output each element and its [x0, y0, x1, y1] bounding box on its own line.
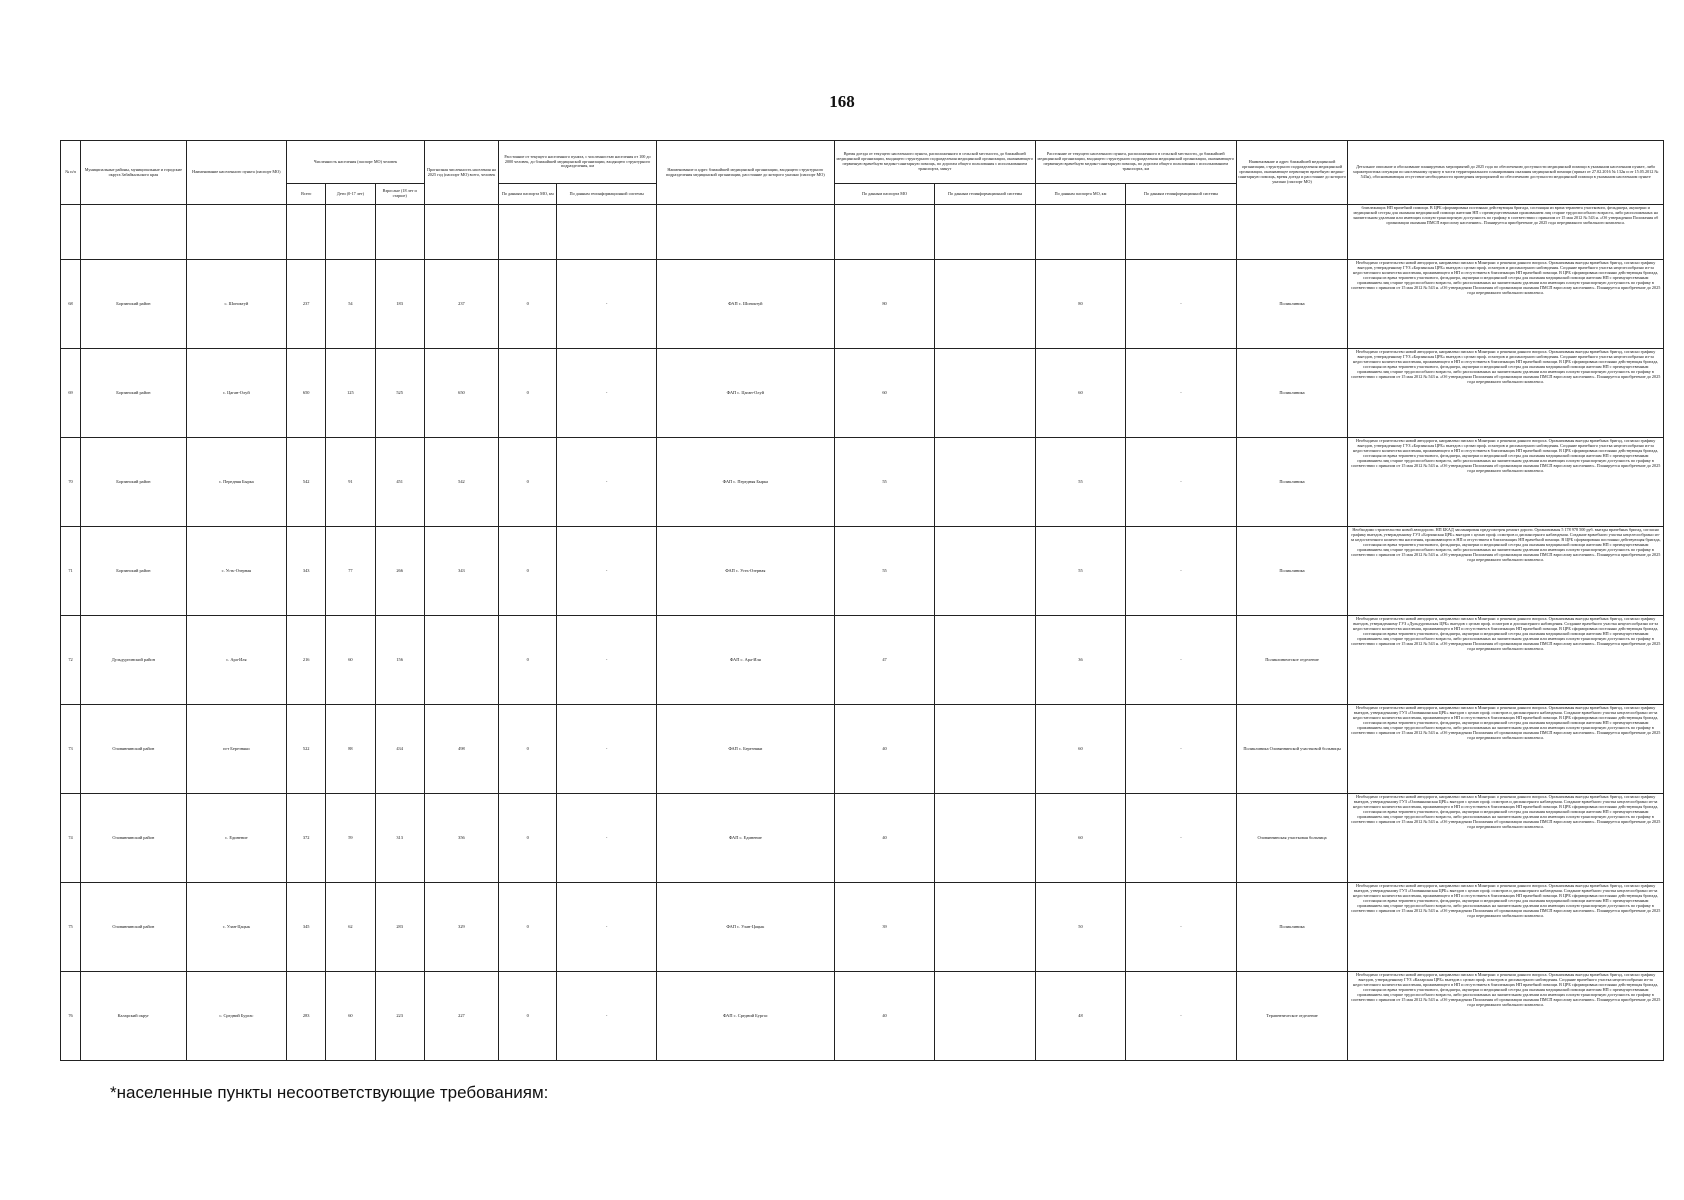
cell-nearest-org: ФАП с. Усть-Озерная [656, 527, 834, 616]
cell-forecast: 356 [424, 794, 498, 883]
header-pop-total: Всего [287, 184, 326, 205]
table-row [61, 794, 1664, 883]
cell-pop-children: 125 [326, 349, 375, 438]
cell-dist-gis: - [557, 972, 656, 1061]
table-row [61, 705, 1664, 794]
cell-empty [557, 205, 656, 260]
cell-empty [326, 205, 375, 260]
cell-time-passport: 40 [834, 972, 935, 1061]
cell-pop-adults: 183 [375, 260, 424, 349]
cell-dist2-passport: 60 [1035, 705, 1125, 794]
cell-pop-children: 88 [326, 705, 375, 794]
header-time-group: Время доезда от текущего населенного пункта, расположенного в сельской местности, до ближайшей медицинской организации, входящего структурного подразделения медицинской организации, оказывающего первичную врачебную медико-санитарную помощь, по дорогам общего пользования с использованием транспорта, минут [834, 141, 1035, 184]
cell-district: Дульдургинский район [81, 616, 187, 705]
table-row [61, 349, 1664, 438]
cell-nearest-org2: Поликлиническое отделение [1236, 616, 1348, 705]
cell-district: Борзинский район [81, 260, 187, 349]
cell-nearest-org2: Оловяннинская участковая больница [1236, 794, 1348, 883]
cell-num: 73 [61, 705, 81, 794]
cell-dist-passport: 0 [499, 972, 557, 1061]
cell-empty [287, 205, 326, 260]
cell-dist2-gis: - [1126, 705, 1237, 794]
cell-dist-gis: - [557, 794, 656, 883]
cell-dist2-gis: - [1126, 527, 1237, 616]
cell-dist2-passport: 60 [1035, 794, 1125, 883]
cell-forecast: 542 [424, 438, 498, 527]
header-nearest-org2: Наименование и адрес ближайшей медицинской организации, структурного подразделения медицинской организации, оказывающее первичную врачебную медико-санитарную помощь, время доезда и расстояние до которого указано (паспорт МО) [1236, 141, 1348, 205]
cell-settlement: с. Цаган-Олуй [186, 349, 287, 438]
cell-nearest-org: ФАП с. Цаган-Олуй [656, 349, 834, 438]
cell-empty [499, 205, 557, 260]
cell-settlement: с. Единение [186, 794, 287, 883]
cell-pop-children: 62 [326, 883, 375, 972]
cell-num: 68 [61, 260, 81, 349]
cell-dist-passport: 0 [499, 705, 557, 794]
table-body [61, 205, 1664, 1061]
cell-dist-gis: - [557, 349, 656, 438]
header-dist-gis: По данным геоинформационной системы [557, 184, 656, 205]
cell-empty [1236, 205, 1348, 260]
cell-pop-total: 283 [287, 972, 326, 1061]
cell-district: Борзинский район [81, 438, 187, 527]
cell-nearest-org: ФАП с. Передняя Бырка [656, 438, 834, 527]
cell-time-gis [935, 883, 1036, 972]
header-distance-group: Расстояние от текущего населенного пункта, с численностью населения от 100 до 2000 человек, до ближайшей медицинской организации, входящего структурного подразделения, км [499, 141, 657, 184]
cell-pop-children: 59 [326, 794, 375, 883]
cell-pop-adults: 156 [375, 616, 424, 705]
header-district: Муниципальные районы, муниципальные и городские округа Забайкальского края [81, 141, 187, 205]
cell-time-gis [935, 705, 1036, 794]
cell-pop-total: 343 [287, 527, 326, 616]
cell-num: 69 [61, 349, 81, 438]
cell-num: 74 [61, 794, 81, 883]
cell-empty [935, 205, 1036, 260]
cell-nearest-org: ФАП с. Единение [656, 794, 834, 883]
cell-district: Борзинский район [81, 349, 187, 438]
header-nearest-org: Наименование и адрес ближайшей медицинской организации, входящего структурного подразделения медицинской организации, расстояние до которого указано (паспорт МО) [656, 141, 834, 205]
cell-pop-total: 522 [287, 705, 326, 794]
cell-dist2-passport: 60 [1035, 349, 1125, 438]
cell-description: Необходимо строительство новой автодороги, направлено письмо в Минтранс о решении данного вопроса. Организованы выезды врачебных бригад, согласно графику выездов, утвержденному ГУЗ «Борзинская ЦРБ» выездов с целью проф. осмотров и диспансерного наблюдения. Создание врачебного участка нецелесообразно из-за недостаточного количества населения, проживающего в НП и отсутствием в близлежащих НП врачебной помощи. В ЦРБ сформирована постоянно действующая бригада, состоящая из врача терапевта участкового, фельдшера, акушерки и медицинской сестры для оказания медицинской помощи жителям НП с преимущественным проживанием лиц старше трудоспособного возраста, либо расположенных на значительном удалении или имеющих плохую транспортную доступность по графику в соответствии с приказом от 15 мая 2012 № 543 н. «Об утверждении Положения об организации оказания ПМСП взрослому населению». Планируется приобретение до 2025 года передвижного мобильного комплекса. [1348, 260, 1664, 349]
cell-settlement: с. Средний Бургас [186, 972, 287, 1061]
table-row-continuation [61, 205, 1664, 260]
cell-pop-total: 372 [287, 794, 326, 883]
cell-settlement: с. Передняя Бырка [186, 438, 287, 527]
cell-dist-passport: 0 [499, 438, 557, 527]
cell-time-gis [935, 794, 1036, 883]
header-forecast: Прогнозная численность населения на 2025 год (паспорт МО) всего, человек [424, 141, 498, 205]
cell-district: Борзинский район [81, 527, 187, 616]
data-table-container [60, 140, 1664, 1061]
cell-time-passport: 40 [834, 705, 935, 794]
cell-time-passport: 39 [834, 883, 935, 972]
cell-description: Необходимо строительство новой автодороги, направлено письмо в Минтранс о решении данного вопроса. Организованы выезды врачебных бригад, согласно графику выездов, утвержденному ГУЗ «Дульдургинская ЦРБ» выездов с целью проф. осмотров и диспансерного наблюдения. Создание врачебного участка нецелесообразно из-за недостаточного количества населения, проживающего в НП и отсутствием в близлежащих НП врачебной помощи. В ЦРБ сформирована постоянно действующая бригада, состоящая из врача терапевта участкового, фельдшера, акушерки и медицинской сестры для оказания медицинской помощи жителям НП с преимущественным проживанием лиц старше трудоспособного возраста, либо расположенных на значительном удалении или имеющих плохую транспортную доступность по графику в соответствии с приказом от 15 мая 2012 № 543 н. «Об утверждении Положения об организации оказания ПМСП взрослому населению». Планируется приобретение до 2025 года передвижного мобильного комплекса. [1348, 616, 1664, 705]
cell-pop-children: 60 [326, 616, 375, 705]
cell-dist-gis: - [557, 527, 656, 616]
cell-district: Оловяннинский район [81, 794, 187, 883]
cell-dist2-passport: 80 [1035, 260, 1125, 349]
cell-description: Необходимо строительство новой автодороги, направлено письмо в Минтранс о решении данного вопроса. Организованы выезды врачебных бригад, согласно графику выездов, утвержденному ГУЗ «Оловяннинская ЦРБ» выездов с целью проф. осмотров и диспансерного наблюдения. Создание врачебного участка нецелесообразно из-за недостаточного количества населения, проживающего в НП и отсутствием в близлежащих НП врачебной помощи. В ЦРБ сформирована постоянно действующая бригада, состоящая из врача терапевта участкового, фельдшера, акушерки и медицинской сестры для оказания медицинской помощи жителям НП с преимущественным проживанием лиц старше трудоспособного возраста, либо расположенных на значительном удалении или имеющих плохую транспортную доступность по графику в соответствии с приказом от 15 мая 2012 № 543 н. «Об утверждении Положения об организации оказания ПМСП взрослому населению». Планируется приобретение до 2025 года передвижного мобильного комплекса. [1348, 883, 1664, 972]
cell-dist-passport: 0 [499, 616, 557, 705]
cell-empty [81, 205, 187, 260]
cell-pop-total: 237 [287, 260, 326, 349]
cell-time-gis [935, 438, 1036, 527]
cell-num: 75 [61, 883, 81, 972]
cell-dist2-passport: 36 [1035, 616, 1125, 705]
cell-description: Необходимо строительство новой автодороги, направлено письмо в Минтранс о решении данного вопроса. Организованы выезды врачебных бригад, согласно графику выездов, утвержденному ГУЗ «Оловяннинская ЦРБ» выездов с целью проф. осмотров и диспансерного наблюдения. Создание врачебного участка нецелесообразно из-за недостаточного количества населения, проживающего в НП и отсутствием в близлежащих НП врачебной помощи. В ЦРБ сформирована постоянно действующая бригада, состоящая из врача терапевта участкового, фельдшера, акушерки и медицинской сестры для оказания медицинской помощи жителям НП с преимущественным проживанием лиц старше трудоспособного возраста, либо расположенных на значительном удалении или имеющих плохую транспортную доступность по графику в соответствии с приказом от 15 мая 2012 № 543 н. «Об утверждении Положения об организации оказания ПМСП взрослому населению». Планируется приобретение до 2025 года передвижного мобильного комплекса. [1348, 794, 1664, 883]
cell-forecast: 329 [424, 883, 498, 972]
cell-num: 70 [61, 438, 81, 527]
cell-dist-gis: - [557, 438, 656, 527]
header-dist2-passport: По данным паспорта МО, км [1035, 184, 1125, 205]
cell-empty [834, 205, 935, 260]
cell-time-gis [935, 972, 1036, 1061]
cell-settlement: пгт Березняки [186, 705, 287, 794]
header-pop-adults: Взрослые (18 лет и старше) [375, 184, 424, 205]
cell-empty [186, 205, 287, 260]
header-dist-passport: По данным паспорта МО, км [499, 184, 557, 205]
table-row [61, 527, 1664, 616]
cell-dist2-gis: - [1126, 616, 1237, 705]
cell-description: Необходимо строительство новой автодороги, направлено письмо в Минтранс о решении данного вопроса. Организованы выезды врачебных бригад, согласно графику выездов, утвержденному ГУЗ «Каларская ЦРБ» выездов с целью проф. осмотров и диспансерного наблюдения. Создание врачебного участка нецелесообразно из-за недостаточного количества населения, проживающего в НП и отсутствием в близлежащих НП врачебной помощи. В ЦРБ сформирована постоянно действующая бригада, состоящая из врача терапевта участкового, фельдшера, акушерки и медицинской сестры для оказания медицинской помощи жителям НП с преимущественным проживанием лиц старше трудоспособного возраста, либо расположенных на значительном удалении или имеющих плохую транспортную доступность по графику в соответствии с приказом от 15 мая 2012 № 543 н. «Об утверждении Положения об организации оказания ПМСП взрослому населению». Планируется приобретение до 2025 года передвижного мобильного комплекса. [1348, 972, 1664, 1061]
cell-pop-total: 216 [287, 616, 326, 705]
cell-nearest-org: ФАП с. Березняки [656, 705, 834, 794]
header-description: Детальное описание и обоснование планируемых мероприятий до 2025 года по обеспечению доступности медицинской помощи в указанном населенном пункте, либо характеристика ситуации по населенному пункту в части территориального планирования оказания медицинской помощи (приказ от 27.02.2016 № 132н и от 15.05.2012 № 543н), обосновывающая отсутствие необходимости проведения мероприятий по обеспечению доступности медицинской помощи в указанном населенном пункте [1348, 141, 1664, 205]
cell-nearest-org2: Поликлиника Оловяннинской участковой больницы [1236, 705, 1348, 794]
cell-pop-adults: 283 [375, 883, 424, 972]
cell-forecast: 237 [424, 260, 498, 349]
cell-pop-adults: 525 [375, 349, 424, 438]
cell-forecast: 343 [424, 527, 498, 616]
header-num: № п/п [61, 141, 81, 205]
cell-pop-total: 542 [287, 438, 326, 527]
header-settlement: Наименование населенного пункта (паспорт МО) [186, 141, 287, 205]
table-row [61, 438, 1664, 527]
page-number: 168 [829, 92, 855, 111]
cell-time-gis [935, 527, 1036, 616]
cell-forecast [424, 616, 498, 705]
cell-dist-gis: - [557, 705, 656, 794]
table-row [61, 616, 1664, 705]
cell-settlement: с. Шоноктуй [186, 260, 287, 349]
cell-dist2-gis: - [1126, 438, 1237, 527]
cell-nearest-org: ФАП с. Ара-Иля [656, 616, 834, 705]
cell-pop-adults: 313 [375, 794, 424, 883]
cell-forecast: 650 [424, 349, 498, 438]
cell-time-passport: 55 [834, 527, 935, 616]
cell-empty [1035, 205, 1125, 260]
header-dist2-gis: По данным геоинформационной системы [1126, 184, 1237, 205]
cell-time-gis [935, 260, 1036, 349]
cell-district: Оловяннинский район [81, 705, 187, 794]
cell-settlement: с. Усть-Озерная [186, 527, 287, 616]
cell-nearest-org2: Поликлиника [1236, 438, 1348, 527]
cell-dist2-gis: - [1126, 972, 1237, 1061]
cell-dist2-passport: 48 [1035, 972, 1125, 1061]
cell-nearest-org2: Поликлиника [1236, 883, 1348, 972]
cell-pop-children: 54 [326, 260, 375, 349]
footnote: *населенные пункты несоответствующие требованиям: [110, 1083, 549, 1102]
cell-time-passport: 40 [834, 794, 935, 883]
cell-nearest-org2: Поликлиника [1236, 260, 1348, 349]
settlements-table [60, 140, 1664, 1061]
cell-description: Необходимо строительство новой автодороги, направлено письмо в Минтранс о решении данного вопроса. Организованы выезды врачебных бригад, согласно графику выездов, утвержденному ГУЗ «Борзинская ЦРБ» выездов с целью проф. осмотров и диспансерного наблюдения. Создание врачебного участка нецелесообразно из-за недостаточного количества населения, проживающего в НП и отсутствием в близлежащих НП врачебной помощи. В ЦРБ сформирована постоянно действующая бригада, состоящая из врача терапевта участкового, фельдшера, акушерки и медицинской сестры для оказания медицинской помощи жителям НП с преимущественным проживанием лиц старше трудоспособного возраста, либо расположенных на значительном удалении или имеющих плохую транспортную доступность по графику в соответствии с приказом от 15 мая 2012 № 543 н. «Об утверждении Положения об организации оказания ПМСП взрослому населению». Планируется приобретение до 2025 года передвижного мобильного комплекса. [1348, 438, 1664, 527]
cell-dist-gis: - [557, 616, 656, 705]
header-distance2-group: Расстояние от текущего населенного пункта, расположенного в сельской местности, до ближайшей медицинской организации, входящего структурного подразделения медицинской организации, оказывающего первичную врачебную медико-санитарную помощь, по дорогам общего пользования с использованием транспорта, км [1035, 141, 1236, 184]
cell-description: Необходимо строительство новой автодороги. НП БКАД запланирован предусмотрен ремонт дороги. Организованы 5 178 978 500 руб. выезды врачебных бригад, согласно графику выездов, утвержденному ГУЗ «Борзинская ЦРБ» выездов с целью проф. осмотров и диспансерного наблюдения. Создание врачебного участка нецелесообразно из-за недостаточного количества населения, проживающего в НП и отсутствием в близлежащих НП врачебной помощи. В ЦРБ сформирована постоянно действующая бригада, состоящая из врача терапевта участкового, фельдшера, акушерки и медицинской сестры для оказания медицинской помощи жителям НП с преимущественным проживанием лиц старше трудоспособного возраста, либо расположенных на значительном удалении или имеющих плохую транспортную доступность по графику в соответствии с приказом от 15 мая 2012 № 543 н. «Об утверждении Положения об организации оказания ПМСП взрослому населению». Планируется приобретение до 2025 года передвижного мобильного комплекса. [1348, 527, 1664, 616]
cell-time-passport: 47 [834, 616, 935, 705]
cell-dist2-gis: - [1126, 794, 1237, 883]
cell-nearest-org: ФАП с. Средний Бургас [656, 972, 834, 1061]
cell-dist-passport: 0 [499, 260, 557, 349]
cell-nearest-org: ФАП с. Шоноктуй [656, 260, 834, 349]
cell-time-gis [935, 349, 1036, 438]
cell-pop-children: 60 [326, 972, 375, 1061]
cell-dist2-gis: - [1126, 349, 1237, 438]
table-row [61, 260, 1664, 349]
header-time-gis: По данным геоинформационной системы [935, 184, 1036, 205]
cell-pop-total: 345 [287, 883, 326, 972]
cell-description: Необходимо строительство новой автодороги, направлено письмо в Минтранс о решении данного вопроса. Организованы выезды врачебных бригад, согласно графику выездов, утвержденному ГУЗ «Оловяннинская ЦРБ» выездов с целью проф. осмотров и диспансерного наблюдения. Создание врачебного участка нецелесообразно из-за недостаточного количества населения, проживающего в НП и отсутствием в близлежащих НП врачебной помощи. В ЦРБ сформирована постоянно действующая бригада, состоящая из врача терапевта участкового, фельдшера, акушерки и медицинской сестры для оказания медицинской помощи жителям НП с преимущественным проживанием лиц старше трудоспособного возраста, либо расположенных на значительном удалении или имеющих плохую транспортную доступность по графику в соответствии с приказом от 15 мая 2012 № 543 н. «Об утверждении Положения об организации оказания ПМСП взрослому населению». Планируется приобретение до 2025 года передвижного мобильного комплекса. [1348, 705, 1664, 794]
cell-pop-children: 91 [326, 438, 375, 527]
cell-forecast: 498 [424, 705, 498, 794]
cell-forecast: 227 [424, 972, 498, 1061]
cell-nearest-org: ФАП с. Улан-Цацык [656, 883, 834, 972]
cell-time-passport: 60 [834, 349, 935, 438]
cell-time-passport: 80 [834, 260, 935, 349]
cell-settlement: с. Улан-Цацык [186, 883, 287, 972]
table-header [61, 141, 1664, 205]
cell-pop-total: 650 [287, 349, 326, 438]
cell-time-passport: 55 [834, 438, 935, 527]
cell-settlement: с. Ара-Иля [186, 616, 287, 705]
cell-nearest-org2: Поликлиника [1236, 527, 1348, 616]
table-row [61, 883, 1664, 972]
cell-empty [656, 205, 834, 260]
cell-dist-passport: 0 [499, 527, 557, 616]
cell-dist-passport: 0 [499, 883, 557, 972]
cell-dist2-passport: 50 [1035, 883, 1125, 972]
cell-num: 71 [61, 527, 81, 616]
cell-district: Оловяннинский район [81, 883, 187, 972]
cell-dist-gis: - [557, 883, 656, 972]
cell-time-gis [935, 616, 1036, 705]
cell-description-continuation: близлежащих НП врачебной помощи. В ЦРБ сформирована постоянно действующая бригада, состоящая из врача терапевта участкового, фельдшера, акушерки и медицинской сестры для оказания медицинской помощи жителям НП с преимущественным проживанием лиц старше трудоспособного возраста, либо расположенных на значительном удалении или имеющих плохую транспортную доступность по графику в соответствии с приказом от 15 мая 2012 № 543 н. «Об утверждении Положения об организации оказания ПМСП взрослому населению». Планируется приобретение до 2025 года передвижного мобильного комплекса. [1348, 205, 1664, 260]
header-time-passport: По данным паспорта МО [834, 184, 935, 205]
cell-empty [375, 205, 424, 260]
cell-empty [61, 205, 81, 260]
header-population: Численность населения (паспорт МО) человек [287, 141, 425, 184]
cell-num: 72 [61, 616, 81, 705]
cell-dist-gis: - [557, 260, 656, 349]
cell-dist-passport: 0 [499, 349, 557, 438]
cell-pop-children: 77 [326, 527, 375, 616]
cell-nearest-org2: Терапевтическое отделение [1236, 972, 1348, 1061]
cell-dist2-gis: - [1126, 260, 1237, 349]
cell-dist-passport: 0 [499, 794, 557, 883]
cell-pop-adults: 223 [375, 972, 424, 1061]
cell-empty [1126, 205, 1237, 260]
cell-nearest-org2: Поликлиника [1236, 349, 1348, 438]
cell-dist2-passport: 55 [1035, 527, 1125, 616]
cell-district: Каларский округ [81, 972, 187, 1061]
cell-dist2-gis: - [1126, 883, 1237, 972]
cell-pop-adults: 266 [375, 527, 424, 616]
table-row [61, 972, 1664, 1061]
cell-dist2-passport: 55 [1035, 438, 1125, 527]
cell-empty [424, 205, 498, 260]
cell-pop-adults: 434 [375, 705, 424, 794]
cell-num: 76 [61, 972, 81, 1061]
header-pop-children: Дети (0-17 лет) [326, 184, 375, 205]
cell-pop-adults: 451 [375, 438, 424, 527]
cell-description: Необходимо строительство новой автодороги, направлено письмо в Минтранс о решении данного вопроса. Организованы выезды врачебных бригад, согласно графику выездов, утвержденному ГУЗ «Борзинская ЦРБ» выездов с целью проф. осмотров и диспансерного наблюдения. Создание врачебного участка нецелесообразно из-за недостаточного количества населения, проживающего в НП и отсутствием в близлежащих НП врачебной помощи. В ЦРБ сформирована постоянно действующая бригада, состоящая из врача терапевта участкового, фельдшера, акушерки и медицинской сестры для оказания медицинской помощи жителям НП с преимущественным проживанием лиц старше трудоспособного возраста, либо расположенных на значительном удалении или имеющих плохую транспортную доступность по графику в соответствии с приказом от 15 мая 2012 № 543 н. «Об утверждении Положения об организации оказания ПМСП взрослому населению». Планируется приобретение до 2025 года передвижного мобильного комплекса. [1348, 349, 1664, 438]
